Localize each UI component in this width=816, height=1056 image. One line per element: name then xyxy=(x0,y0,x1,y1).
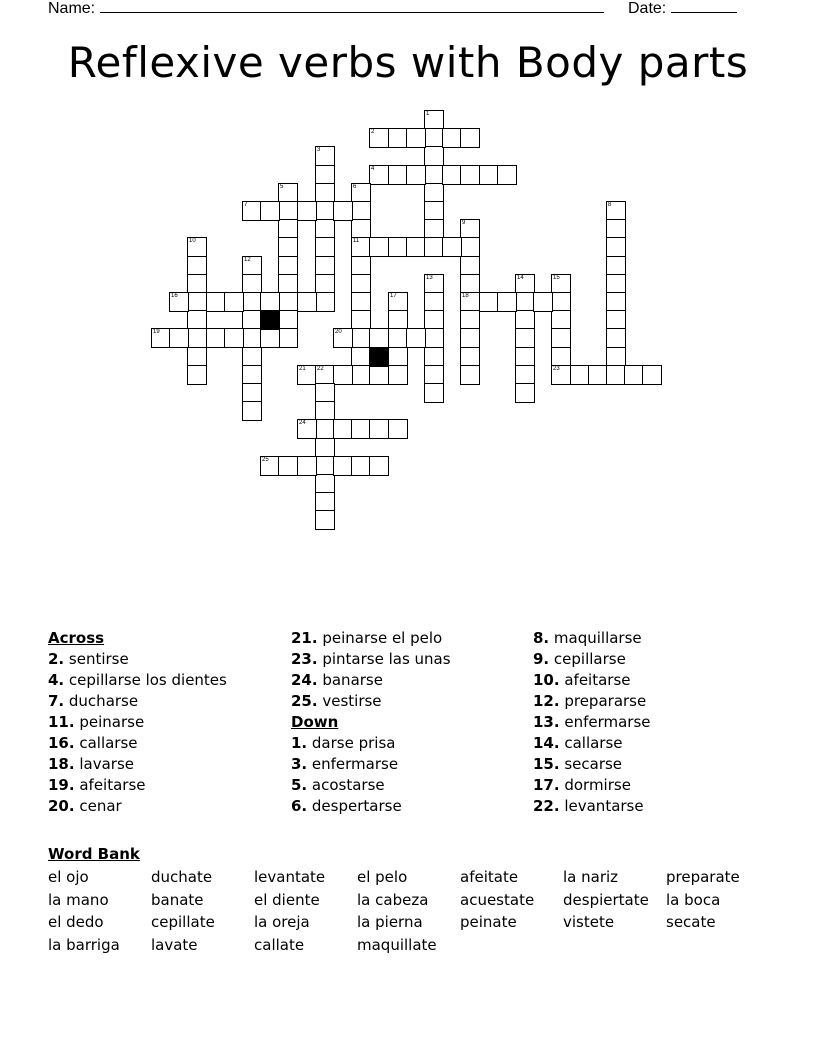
crossword-cell[interactable] xyxy=(315,292,335,312)
crossword-cell[interactable] xyxy=(424,310,444,330)
clue-number: 21. xyxy=(291,629,318,647)
clue-number-label: 19 xyxy=(153,329,160,335)
clue-text: afeitarse xyxy=(74,776,146,794)
crossword-cell[interactable] xyxy=(624,365,644,385)
crossword-cell[interactable] xyxy=(606,201,626,221)
crossword-cell[interactable] xyxy=(333,201,353,221)
date-label: Date: xyxy=(628,0,667,17)
crossword-cell[interactable] xyxy=(351,365,371,385)
word-bank-item: secate xyxy=(666,913,716,931)
clue-item xyxy=(291,670,531,691)
crossword-cell[interactable] xyxy=(606,219,626,239)
word-bank-item: la cabeza xyxy=(357,890,429,909)
crossword-black-cell xyxy=(369,347,389,367)
clue-number-label: 7 xyxy=(244,202,248,208)
crossword-cell[interactable] xyxy=(460,219,480,239)
clue-item xyxy=(48,649,288,670)
crossword-cell[interactable] xyxy=(460,128,480,148)
crossword-cell[interactable] xyxy=(424,219,444,239)
crossword-cell[interactable] xyxy=(515,292,535,312)
crossword-cell[interactable] xyxy=(297,456,317,476)
clue-text: peinarse xyxy=(74,713,145,731)
crossword-cell[interactable] xyxy=(315,365,335,385)
clue-item xyxy=(291,733,531,754)
crossword-cell[interactable] xyxy=(424,365,444,385)
crossword-cell[interactable] xyxy=(606,328,626,348)
clues-column-3 xyxy=(533,628,773,817)
clue-number-label: 24 xyxy=(299,420,306,426)
clue-number: 2. xyxy=(48,650,65,668)
crossword-cell[interactable] xyxy=(424,237,444,257)
clue-number-label: 17 xyxy=(390,293,397,299)
crossword-cell[interactable] xyxy=(315,474,335,494)
crossword-cell[interactable] xyxy=(242,256,262,276)
crossword-cell[interactable] xyxy=(588,365,608,385)
clue-text: enfermarse xyxy=(307,755,399,773)
clue-item xyxy=(533,649,773,670)
crossword-cell[interactable] xyxy=(187,274,207,294)
clue-number: 17. xyxy=(533,776,560,794)
clue-number-label: 18 xyxy=(462,293,469,299)
crossword-cell[interactable] xyxy=(351,274,371,294)
crossword-cell[interactable] xyxy=(278,183,298,203)
clue-text: dormirse xyxy=(559,776,631,794)
crossword-cell[interactable] xyxy=(424,146,444,166)
clue-item xyxy=(533,670,773,691)
crossword-cell[interactable] xyxy=(515,365,535,385)
crossword-cell[interactable] xyxy=(533,292,553,312)
crossword-cell[interactable] xyxy=(315,419,335,439)
clue-number-label: 4 xyxy=(371,166,375,172)
crossword-cell[interactable] xyxy=(369,365,389,385)
crossword-cell[interactable] xyxy=(442,165,462,185)
clue-text: afeitarse xyxy=(559,671,631,689)
clue-item xyxy=(291,796,531,817)
clue-number-label: 3 xyxy=(317,147,321,153)
crossword-cell[interactable] xyxy=(187,310,207,330)
crossword-cell[interactable] xyxy=(460,310,480,330)
clue-text: pintarse las unas xyxy=(317,650,451,668)
crossword-cell[interactable] xyxy=(351,419,371,439)
crossword-cell[interactable] xyxy=(351,237,371,257)
clue-item xyxy=(533,796,773,817)
crossword-cell[interactable] xyxy=(388,328,408,348)
crossword-cell[interactable] xyxy=(515,347,535,367)
word-bank-item: peinate xyxy=(460,913,517,931)
clue-text: darse prisa xyxy=(307,734,396,752)
word-bank-item: preparate xyxy=(666,868,740,886)
crossword-cell[interactable] xyxy=(315,256,335,276)
clue-item xyxy=(533,628,773,649)
crossword-cell[interactable] xyxy=(424,128,444,148)
clue-number: 16. xyxy=(48,734,75,752)
clue-number: 12. xyxy=(533,692,560,710)
clue-text: cepillarse los dientes xyxy=(64,671,227,689)
word-bank-item: acuestate xyxy=(460,890,535,909)
crossword-cell[interactable] xyxy=(315,401,335,421)
crossword-cell[interactable] xyxy=(424,347,444,367)
crossword-cell[interactable] xyxy=(242,328,262,348)
crossword-cell[interactable] xyxy=(369,128,389,148)
clue-text: secarse xyxy=(559,755,623,773)
clues-column-1 xyxy=(48,628,288,817)
clue-number: 25. xyxy=(291,692,318,710)
crossword-cell[interactable] xyxy=(224,292,244,312)
crossword-cell[interactable] xyxy=(206,292,226,312)
crossword-cell[interactable] xyxy=(351,310,371,330)
word-bank-item: la barriga xyxy=(48,935,120,954)
clue-text: banarse xyxy=(317,671,383,689)
word-bank xyxy=(48,867,769,956)
clue-text: callarse xyxy=(559,734,623,752)
crossword-cell[interactable] xyxy=(187,237,207,257)
crossword-cell[interactable] xyxy=(570,365,590,385)
crossword-cell[interactable] xyxy=(460,165,480,185)
word-bank-item: lavate xyxy=(151,935,198,954)
crossword-cell[interactable] xyxy=(260,201,280,221)
crossword-cell[interactable] xyxy=(606,310,626,330)
clue-item xyxy=(291,628,531,649)
crossword-cell[interactable] xyxy=(351,256,371,276)
clue-text: prepararse xyxy=(559,692,647,710)
crossword-cell[interactable] xyxy=(187,292,207,312)
clue-number: 4. xyxy=(48,671,65,689)
word-bank-item: la oreja xyxy=(254,913,310,931)
clue-item xyxy=(48,733,288,754)
clue-item xyxy=(48,670,288,691)
crossword-cell[interactable] xyxy=(351,219,371,239)
crossword-cell[interactable] xyxy=(551,292,571,312)
crossword-cell[interactable] xyxy=(388,347,408,367)
word-bank-item: levantate xyxy=(254,868,326,886)
crossword-cell[interactable] xyxy=(169,328,189,348)
crossword-cell[interactable] xyxy=(242,292,262,312)
clue-text: levantarse xyxy=(559,797,644,815)
crossword-cell[interactable] xyxy=(260,328,280,348)
clue-number: 3. xyxy=(291,755,308,773)
crossword-cell[interactable] xyxy=(315,183,335,203)
crossword-cell[interactable] xyxy=(424,383,444,403)
crossword-cell[interactable] xyxy=(388,419,408,439)
clue-text: vestirse xyxy=(317,692,382,710)
word-bank-item: el ojo xyxy=(48,868,89,886)
crossword-cell[interactable] xyxy=(369,456,389,476)
crossword-cell[interactable] xyxy=(351,347,371,367)
word-bank-item: despiertate xyxy=(563,890,649,909)
crossword-cell[interactable] xyxy=(424,328,444,348)
word-bank-item: la boca xyxy=(666,890,721,909)
word-bank-item: vistete xyxy=(563,913,615,931)
clue-number-label: 1 xyxy=(426,111,430,117)
crossword-cell[interactable] xyxy=(515,383,535,403)
crossword-cell[interactable] xyxy=(515,274,535,294)
crossword-cell[interactable] xyxy=(278,310,298,330)
crossword-cell[interactable] xyxy=(278,256,298,276)
crossword-cell[interactable] xyxy=(551,274,571,294)
crossword-cell[interactable] xyxy=(278,201,298,221)
clue-number-label: 13 xyxy=(426,275,433,281)
crossword-cell[interactable] xyxy=(369,419,389,439)
crossword-cell[interactable] xyxy=(515,310,535,330)
crossword-cell[interactable] xyxy=(260,292,280,312)
clue-number: 7. xyxy=(48,692,65,710)
crossword-black-cell xyxy=(260,310,280,330)
crossword-cell[interactable] xyxy=(315,165,335,185)
clue-number-label: 15 xyxy=(553,275,560,281)
clue-number-label: 20 xyxy=(335,329,342,335)
crossword-cell[interactable] xyxy=(406,165,426,185)
crossword-cell[interactable] xyxy=(442,237,462,257)
crossword-cell[interactable] xyxy=(460,256,480,276)
crossword-cell[interactable] xyxy=(369,328,389,348)
crossword-cell[interactable] xyxy=(551,347,571,367)
crossword-cell[interactable] xyxy=(479,292,499,312)
clue-number-label: 23 xyxy=(553,366,560,372)
crossword-cell[interactable] xyxy=(388,165,408,185)
crossword-cell[interactable] xyxy=(315,274,335,294)
crossword-cell[interactable] xyxy=(278,237,298,257)
clue-text: despertarse xyxy=(307,797,402,815)
word-bank-heading: Word Bank xyxy=(48,845,140,863)
clue-text: enfermarse xyxy=(559,713,651,731)
clue-text: lavarse xyxy=(74,755,134,773)
clue-text: sentirse xyxy=(64,650,129,668)
crossword-cell[interactable] xyxy=(242,365,262,385)
word-bank-item: maquillate xyxy=(357,935,437,954)
clue-number-label: 21 xyxy=(299,366,306,372)
clue-number: 9. xyxy=(533,650,550,668)
crossword-cell[interactable] xyxy=(242,201,262,221)
clue-number: 23. xyxy=(291,650,318,668)
crossword-cell[interactable] xyxy=(297,419,317,439)
clue-text: maquillarse xyxy=(549,629,642,647)
crossword-cell[interactable] xyxy=(515,328,535,348)
word-bank-item: la nariz xyxy=(563,868,619,886)
crossword-cell[interactable] xyxy=(297,365,317,385)
crossword-cell[interactable] xyxy=(242,401,262,421)
word-bank-item: banate xyxy=(151,890,204,909)
crossword-cell[interactable] xyxy=(278,328,298,348)
crossword-cell[interactable] xyxy=(424,110,444,130)
crossword-cell[interactable] xyxy=(606,347,626,367)
crossword-cell[interactable] xyxy=(351,456,371,476)
crossword-cell[interactable] xyxy=(388,310,408,330)
crossword-cell[interactable] xyxy=(315,219,335,239)
clue-number: 15. xyxy=(533,755,560,773)
crossword-cell[interactable] xyxy=(460,292,480,312)
crossword-cell[interactable] xyxy=(460,274,480,294)
clue-item xyxy=(291,754,531,775)
crossword-cell[interactable] xyxy=(278,456,298,476)
crossword-cell[interactable] xyxy=(351,328,371,348)
crossword-cell[interactable] xyxy=(388,292,408,312)
name-label: Name: xyxy=(48,0,96,17)
crossword-cell[interactable] xyxy=(406,237,426,257)
crossword-cell[interactable] xyxy=(369,237,389,257)
clue-number-label: 14 xyxy=(517,275,524,281)
word-bank-item: el diente xyxy=(254,890,320,909)
clue-item xyxy=(533,712,773,733)
clue-number-label: 8 xyxy=(608,202,612,208)
clue-item xyxy=(48,712,288,733)
clue-item xyxy=(533,733,773,754)
crossword-cell[interactable] xyxy=(606,365,626,385)
clue-item xyxy=(291,691,531,712)
clues-column-2 xyxy=(291,628,531,817)
word-bank-item: cepillate xyxy=(151,913,215,931)
crossword-cell[interactable] xyxy=(424,165,444,185)
crossword-cell[interactable] xyxy=(242,383,262,403)
clue-number: 13. xyxy=(533,713,560,731)
crossword-cell[interactable] xyxy=(460,365,480,385)
crossword-cell[interactable] xyxy=(315,237,335,257)
clue-number: 6. xyxy=(291,797,308,815)
crossword-cell[interactable] xyxy=(315,456,335,476)
crossword-cell[interactable] xyxy=(442,128,462,148)
crossword-cell[interactable] xyxy=(369,165,389,185)
crossword-cell[interactable] xyxy=(260,456,280,476)
clue-number: 1. xyxy=(291,734,308,752)
crossword-cell[interactable] xyxy=(297,201,317,221)
clue-number-label: 10 xyxy=(189,238,196,244)
crossword-cell[interactable] xyxy=(333,365,353,385)
clue-item xyxy=(48,691,288,712)
crossword-cell[interactable] xyxy=(297,292,317,312)
clue-text: cepillarse xyxy=(549,650,626,668)
clue-item xyxy=(533,754,773,775)
crossword-cell[interactable] xyxy=(151,328,171,348)
crossword-cell[interactable] xyxy=(388,365,408,385)
crossword-cell[interactable] xyxy=(606,256,626,276)
clue-number-label: 16 xyxy=(171,293,178,299)
crossword-cell[interactable] xyxy=(460,237,480,257)
crossword-cell[interactable] xyxy=(315,383,335,403)
down-heading: Down xyxy=(291,713,339,731)
clue-number: 11. xyxy=(48,713,75,731)
crossword-cell[interactable] xyxy=(242,274,262,294)
clue-number: 18. xyxy=(48,755,75,773)
crossword-cell[interactable] xyxy=(333,419,353,439)
crossword-cell[interactable] xyxy=(388,128,408,148)
clue-text: peinarse el pelo xyxy=(317,629,443,647)
clue-text: callarse xyxy=(74,734,138,752)
clue-number-label: 22 xyxy=(317,366,324,372)
crossword-cell[interactable] xyxy=(351,183,371,203)
clue-text: cenar xyxy=(74,797,122,815)
clue-number: 14. xyxy=(533,734,560,752)
crossword-cell[interactable] xyxy=(315,510,335,530)
crossword-cell[interactable] xyxy=(551,310,571,330)
clue-number: 19. xyxy=(48,776,75,794)
page-title: Reflexive verbs with Body parts xyxy=(67,38,749,87)
clue-item xyxy=(48,775,288,796)
clue-number: 24. xyxy=(291,671,318,689)
crossword-cell[interactable] xyxy=(388,237,408,257)
clue-number-label: 6 xyxy=(353,184,357,190)
clue-number-label: 5 xyxy=(280,184,284,190)
clue-item xyxy=(533,691,773,712)
clue-number-label: 12 xyxy=(244,257,251,263)
crossword-cell[interactable] xyxy=(242,347,262,367)
crossword-cell[interactable] xyxy=(424,274,444,294)
crossword-cell[interactable] xyxy=(606,274,626,294)
crossword-cell[interactable] xyxy=(479,165,499,185)
clue-number-label: 2 xyxy=(371,129,375,135)
crossword-cell[interactable] xyxy=(187,347,207,367)
crossword-cell[interactable] xyxy=(351,201,371,221)
crossword-cell[interactable] xyxy=(424,201,444,221)
crossword-cell[interactable] xyxy=(169,292,189,312)
crossword-cell[interactable] xyxy=(460,347,480,367)
clue-item xyxy=(533,775,773,796)
word-bank-item: el pelo xyxy=(357,868,408,886)
crossword-cell[interactable] xyxy=(606,292,626,312)
clue-number: 20. xyxy=(48,797,75,815)
crossword-cell[interactable] xyxy=(315,492,335,512)
clue-number: 5. xyxy=(291,776,308,794)
clue-number-label: 9 xyxy=(462,220,466,226)
clue-item xyxy=(48,796,288,817)
crossword-cell[interactable] xyxy=(497,165,517,185)
crossword-cell[interactable] xyxy=(460,328,480,348)
crossword-cell[interactable] xyxy=(278,219,298,239)
crossword-cell[interactable] xyxy=(333,456,353,476)
crossword-cell[interactable] xyxy=(224,328,244,348)
word-bank-item: el dedo xyxy=(48,913,104,931)
crossword-cell[interactable] xyxy=(187,328,207,348)
crossword-cell[interactable] xyxy=(606,237,626,257)
clue-item xyxy=(291,775,531,796)
word-bank-item: afeitate xyxy=(460,868,519,886)
crossword-cell[interactable] xyxy=(551,328,571,348)
clue-text: ducharse xyxy=(64,692,139,710)
crossword-cell[interactable] xyxy=(551,365,571,385)
clue-item xyxy=(291,649,531,670)
crossword-cell[interactable] xyxy=(278,292,298,312)
clue-number: 10. xyxy=(533,671,560,689)
clue-text: acostarse xyxy=(307,776,385,794)
clue-number: 8. xyxy=(533,629,550,647)
crossword-cell[interactable] xyxy=(278,274,298,294)
crossword-cell[interactable] xyxy=(315,438,335,458)
clue-item xyxy=(48,754,288,775)
word-bank-item: la pierna xyxy=(357,913,423,931)
crossword-cell[interactable] xyxy=(315,146,335,166)
word-bank-item: la mano xyxy=(48,890,109,909)
crossword-cell[interactable] xyxy=(424,183,444,203)
crossword-cell[interactable] xyxy=(497,292,517,312)
crossword-cell[interactable] xyxy=(642,365,662,385)
clue-number-label: 11 xyxy=(353,238,360,244)
crossword-cell[interactable] xyxy=(206,328,226,348)
crossword-cell[interactable] xyxy=(242,310,262,330)
crossword-cell[interactable] xyxy=(424,292,444,312)
across-heading: Across xyxy=(48,629,105,647)
crossword-cell[interactable] xyxy=(187,365,207,385)
clue-number-label: 25 xyxy=(262,457,269,463)
crossword-cell[interactable] xyxy=(351,292,371,312)
crossword-cell[interactable] xyxy=(406,328,426,348)
crossword-cell[interactable] xyxy=(187,256,207,276)
word-bank-item: duchate xyxy=(151,868,213,886)
word-bank-item: callate xyxy=(254,935,305,954)
crossword-cell[interactable] xyxy=(333,328,353,348)
clue-number: 22. xyxy=(533,797,560,815)
crossword-cell[interactable] xyxy=(406,128,426,148)
crossword-cell[interactable] xyxy=(315,201,335,221)
